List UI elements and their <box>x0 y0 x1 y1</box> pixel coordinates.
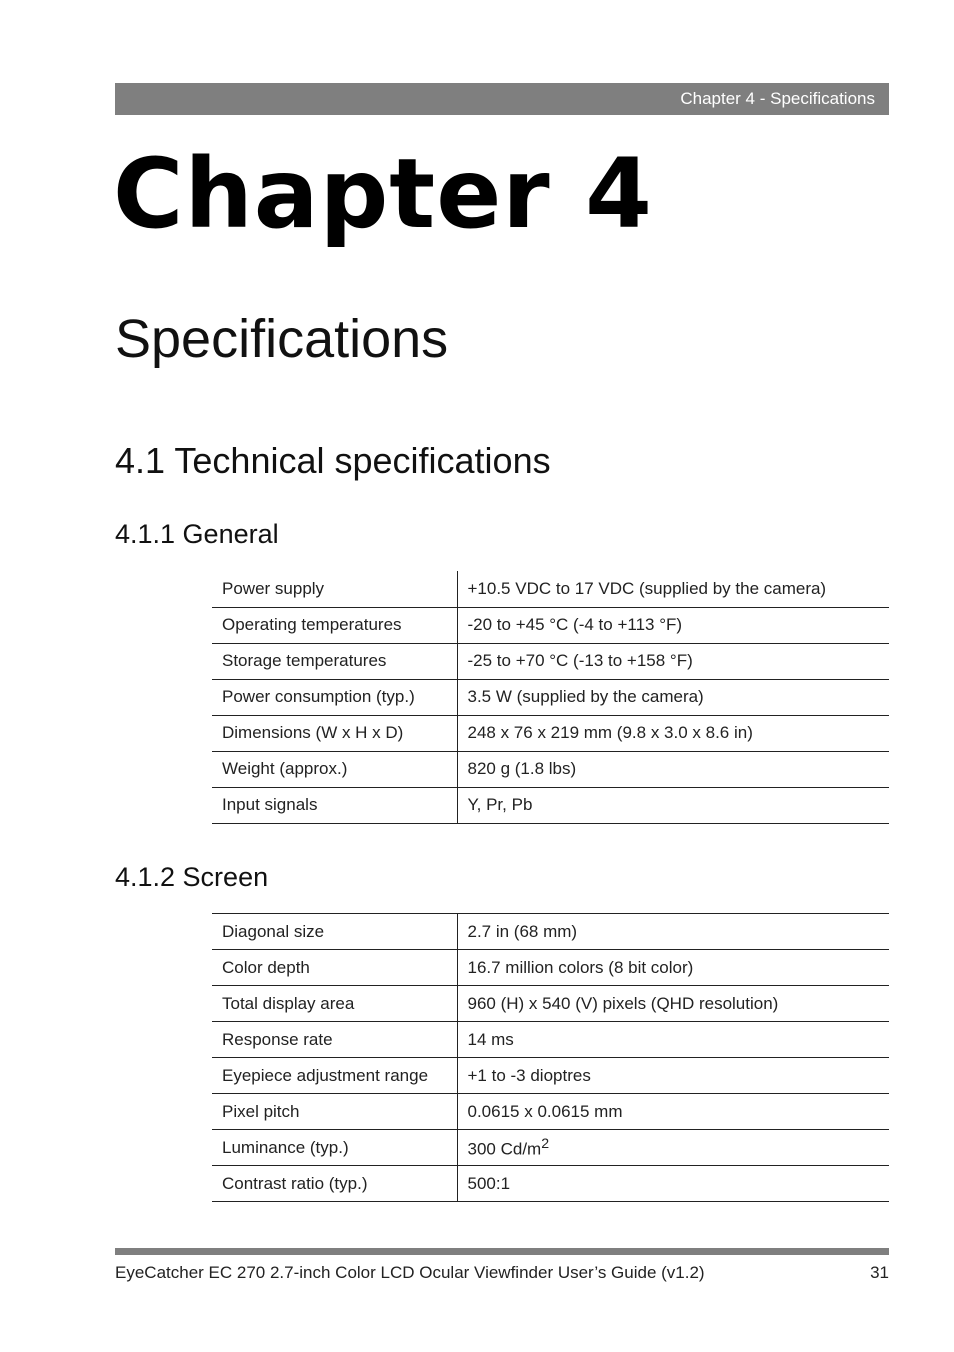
spec-label: Color depth <box>212 950 457 986</box>
general-spec-table <box>212 571 889 824</box>
spec-label: Dimensions (W x H x D) <box>212 715 457 751</box>
spec-value: +1 to -3 dioptres <box>457 1058 889 1094</box>
table-row <box>212 715 889 751</box>
spec-value: 248 x 76 x 219 mm (9.8 x 3.0 x 8.6 in) <box>457 715 889 751</box>
table-row <box>212 679 889 715</box>
table-row <box>212 1022 889 1058</box>
screen-spec-table <box>212 913 889 1202</box>
superscript: 2 <box>541 1135 550 1152</box>
spec-value: 0.0615 x 0.0615 mm <box>457 1094 889 1130</box>
table-row <box>212 1094 889 1130</box>
spec-value: Y, Pr, Pb <box>457 787 889 823</box>
spec-value: 960 (H) x 540 (V) pixels (QHD resolution) <box>457 986 889 1022</box>
spec-label: Luminance (typ.) <box>212 1130 457 1166</box>
section-title: 4.1 Technical specifications <box>115 440 551 481</box>
spec-value: 500:1 <box>457 1166 889 1202</box>
table-row <box>212 986 889 1022</box>
spec-value: 16.7 million colors (8 bit color) <box>457 950 889 986</box>
spec-label: Total display area <box>212 986 457 1022</box>
table-row <box>212 914 889 950</box>
spec-value-text: 300 Cd/m <box>467 1139 542 1159</box>
table-row <box>212 571 889 607</box>
chapter-number: Chapter 4 <box>113 138 653 250</box>
spec-label: Eyepiece adjustment range <box>212 1058 457 1094</box>
spec-label: Contrast ratio (typ.) <box>212 1166 457 1202</box>
subsection-title-screen: 4.1.2 Screen <box>115 862 269 892</box>
spec-value: 14 ms <box>457 1022 889 1058</box>
table-row <box>212 643 889 679</box>
spec-label: Power supply <box>212 571 457 607</box>
chapter-title: Specifications <box>115 309 449 369</box>
spec-value: -20 to +45 °C (-4 to +113 °F) <box>457 607 889 643</box>
table-row <box>212 950 889 986</box>
spec-value: +10.5 VDC to 17 VDC (supplied by the camera) <box>457 571 889 607</box>
running-header-title: Chapter 4 - Specifications <box>680 89 875 108</box>
table-row <box>212 1130 889 1166</box>
spec-label: Input signals <box>212 787 457 823</box>
spec-label: Weight (approx.) <box>212 751 457 787</box>
spec-label: Diagonal size <box>212 914 457 950</box>
footer-document-title: EyeCatcher EC 270 2.7-inch Color LCD Ocular Viewfinder User’s Guide (v1.2) <box>115 1263 705 1282</box>
spec-label: Storage temperatures <box>212 643 457 679</box>
spec-value: 2.7 in (68 mm) <box>457 914 889 950</box>
table-row <box>212 751 889 787</box>
spec-value <box>457 1130 889 1166</box>
table-row <box>212 1058 889 1094</box>
table-row <box>212 607 889 643</box>
table-row <box>212 787 889 823</box>
spec-value: 3.5 W (supplied by the camera) <box>457 679 889 715</box>
running-header-bar <box>115 83 889 115</box>
spec-value: -25 to +70 °C (-13 to +158 °F) <box>457 643 889 679</box>
subsection-title-general: 4.1.1 General <box>115 519 279 549</box>
spec-label: Operating temperatures <box>212 607 457 643</box>
spec-label: Power consumption (typ.) <box>212 679 457 715</box>
table-row <box>212 1166 889 1202</box>
spec-value: 820 g (1.8 lbs) <box>457 751 889 787</box>
spec-label: Pixel pitch <box>212 1094 457 1130</box>
spec-label: Response rate <box>212 1022 457 1058</box>
footer-bar <box>115 1248 889 1255</box>
page-number: 31 <box>870 1263 889 1282</box>
